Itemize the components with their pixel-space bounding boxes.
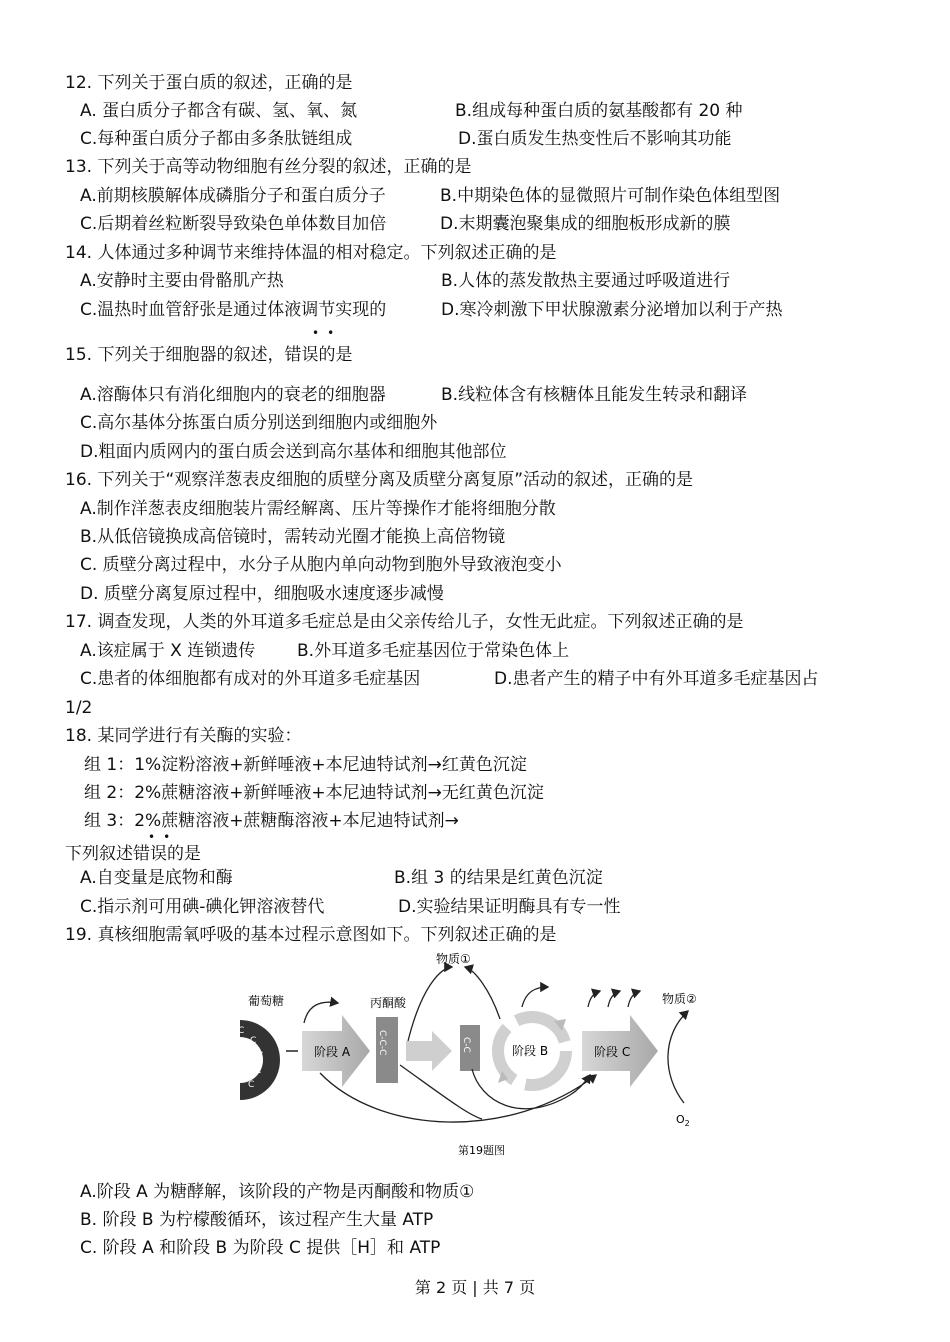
respiration-diagram — [210, 945, 730, 1160]
label-stage-a: 阶段 A — [314, 1045, 351, 1059]
label-glucose: 葡萄糖 — [248, 994, 285, 1008]
co2-arrow-a — [304, 1002, 338, 1023]
q13-option-d: D.末期囊泡聚集成的细胞板形成新的膜 — [440, 214, 731, 234]
q14-stem: 14. 人体通过多种调节来维持体温的相对稳定。下列叙述正确的是 — [65, 243, 557, 263]
q14-option-d: D.寒冷刺激下甲状腺激素分泌增加以利于产热 — [441, 300, 783, 320]
q18-stem: 18. 某同学进行有关酶的实验： — [65, 726, 302, 746]
svg-text:C: C — [250, 1036, 257, 1046]
q14-option-b: B.人体的蒸发散热主要通过呼吸道进行 — [441, 271, 731, 291]
co2-arrow-b — [522, 987, 548, 1007]
emphasis-dots: •• — [312, 326, 343, 340]
figure-caption: 第19题图 — [458, 1144, 505, 1157]
q12-option-a: A. 蛋白质分子都含有碳、氢、氧、氮 — [80, 101, 358, 121]
q18-option-a: A.自变量是底物和酶 — [80, 868, 233, 888]
q15-option-c: C.高尔基体分拣蛋白质分别送到细胞内或细胞外 — [80, 413, 438, 433]
q14-option-a: A.安静时主要由骨骼肌产热 — [80, 271, 284, 291]
label-pyruvate: 丙酮酸 — [370, 996, 407, 1010]
o2-arrow — [668, 1011, 688, 1103]
q18-option-d: D.实验结果证明酶具有专一性 — [398, 897, 621, 917]
page-footer: 第 2 页 | 共 7 页 — [414, 1278, 536, 1297]
svg-text:C: C — [238, 1026, 245, 1036]
label-o2: $O_2$ — [676, 1113, 690, 1128]
q18-option-c: C.指示剂可用碘-碘化钾溶液替代 — [80, 897, 325, 917]
q14-option-c: C.温热时血管舒张是通过体液调节实现的 — [80, 300, 387, 320]
arrow-to-substance-1-right — [465, 967, 500, 1019]
q16-option-b: B.从低倍镜换成高倍镜时，需转动光圈才能换上高倍物镜 — [80, 527, 506, 547]
q15-option-b: B.线粒体含有核糖体且能发生转录和翻译 — [441, 385, 748, 405]
q12-option-c: C.每种蛋白质分子都由多条肽链组成 — [80, 129, 353, 149]
emphasis-dots: •• — [148, 830, 179, 844]
q19-option-c: C. 阶段 A 和阶段 B 为阶段 C 提供［H］和 ATP — [80, 1238, 441, 1258]
q16-option-c: C. 质壁分离过程中，水分子从胞内单向动物到胞外导致液泡变小 — [80, 555, 562, 575]
pyruvate-chain: C-C-C — [377, 1030, 387, 1056]
h2o-arrow-2 — [608, 991, 620, 1007]
arrow-pyruvate-curve — [400, 1065, 482, 1119]
label-substance-1: 物质① — [436, 952, 471, 966]
q19-stem: 19. 真核细胞需氧呼吸的基本过程示意图如下。下列叙述正确的是 — [65, 925, 557, 945]
q18-option-b: B.组 3 的结果是红黄色沉淀 — [394, 868, 603, 888]
q12-option-b: B.组成每种蛋白质的氨基酸都有 20 种 — [455, 101, 743, 121]
h2o-arrow-1 — [588, 991, 600, 1007]
q19-option-a: A.阶段 A 为糖酵解，该阶段的产物是丙酮酸和物质① — [80, 1182, 475, 1202]
q13-stem: 13. 下列关于高等动物细胞有丝分裂的叙述，正确的是 — [65, 157, 472, 177]
q12-option-d: D.蛋白质发生热变性后不影响其功能 — [458, 129, 732, 149]
stage-a-arrow — [302, 1015, 370, 1087]
q18-group-3: 组 3：2%蔗糖溶液+蔗糖酶溶液+本尼迪特试剂→ — [84, 811, 459, 831]
q17-option-c: C.患者的体细胞都有成对的外耳道多毛症基因 — [80, 669, 421, 689]
label-stage-c: 阶段 C — [594, 1045, 631, 1059]
q16-stem: 16. 下列关于“观察洋葱表皮细胞的质壁分离及质壁分离复原”活动的叙述，正确的是 — [65, 470, 694, 490]
glucose-ring — [238, 1020, 280, 1100]
q15-stem: 15. 下列关于细胞器的叙述，错误的是 — [65, 345, 353, 365]
label-stage-b: 阶段 B — [512, 1044, 549, 1058]
svg-text:C: C — [255, 1066, 262, 1076]
arrow-to-substance-1-left — [408, 967, 452, 1041]
q15-option-d: D.粗面内质网内的蛋白质会送到高尔基体和细胞其他部位 — [80, 442, 507, 462]
label-substance-2: 物质② — [662, 992, 697, 1006]
q17-option-d: D.患者产生的精子中有外耳道多毛症基因占 — [494, 669, 819, 689]
stage-b-cycle — [498, 1017, 566, 1085]
h2o-arrow-3 — [628, 991, 640, 1007]
q19-option-b: B. 阶段 B 为柠檬酸循环，该过程产生大量 ATP — [80, 1210, 434, 1230]
q16-option-d: D. 质壁分离复原过程中，细胞吸水速度逐步减慢 — [80, 584, 444, 604]
q12-stem: 12. 下列关于蛋白质的叙述，正确的是 — [65, 73, 353, 93]
q13-option-a: A.前期核膜解体成磷脂分子和蛋白质分子 — [80, 186, 386, 206]
q16-option-a: A.制作洋葱表皮细胞装片需经解离、压片等操作才能将细胞分散 — [80, 499, 556, 519]
q17-option-b: B.外耳道多毛症基因位于常染色体上 — [297, 641, 570, 661]
acetyl-chain: C-C — [461, 1037, 471, 1053]
q18-group-1: 组 1：1%淀粉溶液+新鲜唾液+本尼迪特试剂→红黄色沉淀 — [84, 755, 527, 775]
transfer-arrow — [406, 1031, 452, 1071]
q15-option-a: A.溶酶体只有消化细胞内的衰老的细胞器 — [80, 385, 386, 405]
q17-option-a: A.该症属于 X 连锁遗传 — [80, 641, 256, 661]
q17-stem: 17. 调查发现，人类的外耳道多毛症总是由父亲传给儿子，女性无此症。下列叙述正确的是 — [65, 612, 744, 632]
q17-option-d-continued: 1/2 — [65, 698, 93, 718]
q13-option-c: C.后期着丝粒断裂导致染色单体数目加倍 — [80, 214, 387, 234]
svg-text:C: C — [248, 1080, 255, 1090]
q18-prompt: 下列叙述错误的是 — [65, 844, 201, 864]
svg-text:C: C — [257, 1051, 264, 1061]
q13-option-b: B.中期染色体的显微照片可制作染色体组型图 — [440, 186, 781, 206]
q18-group-2: 组 2：2%蔗糖溶液+新鲜唾液+本尼迪特试剂→无红黄色沉淀 — [84, 783, 544, 803]
